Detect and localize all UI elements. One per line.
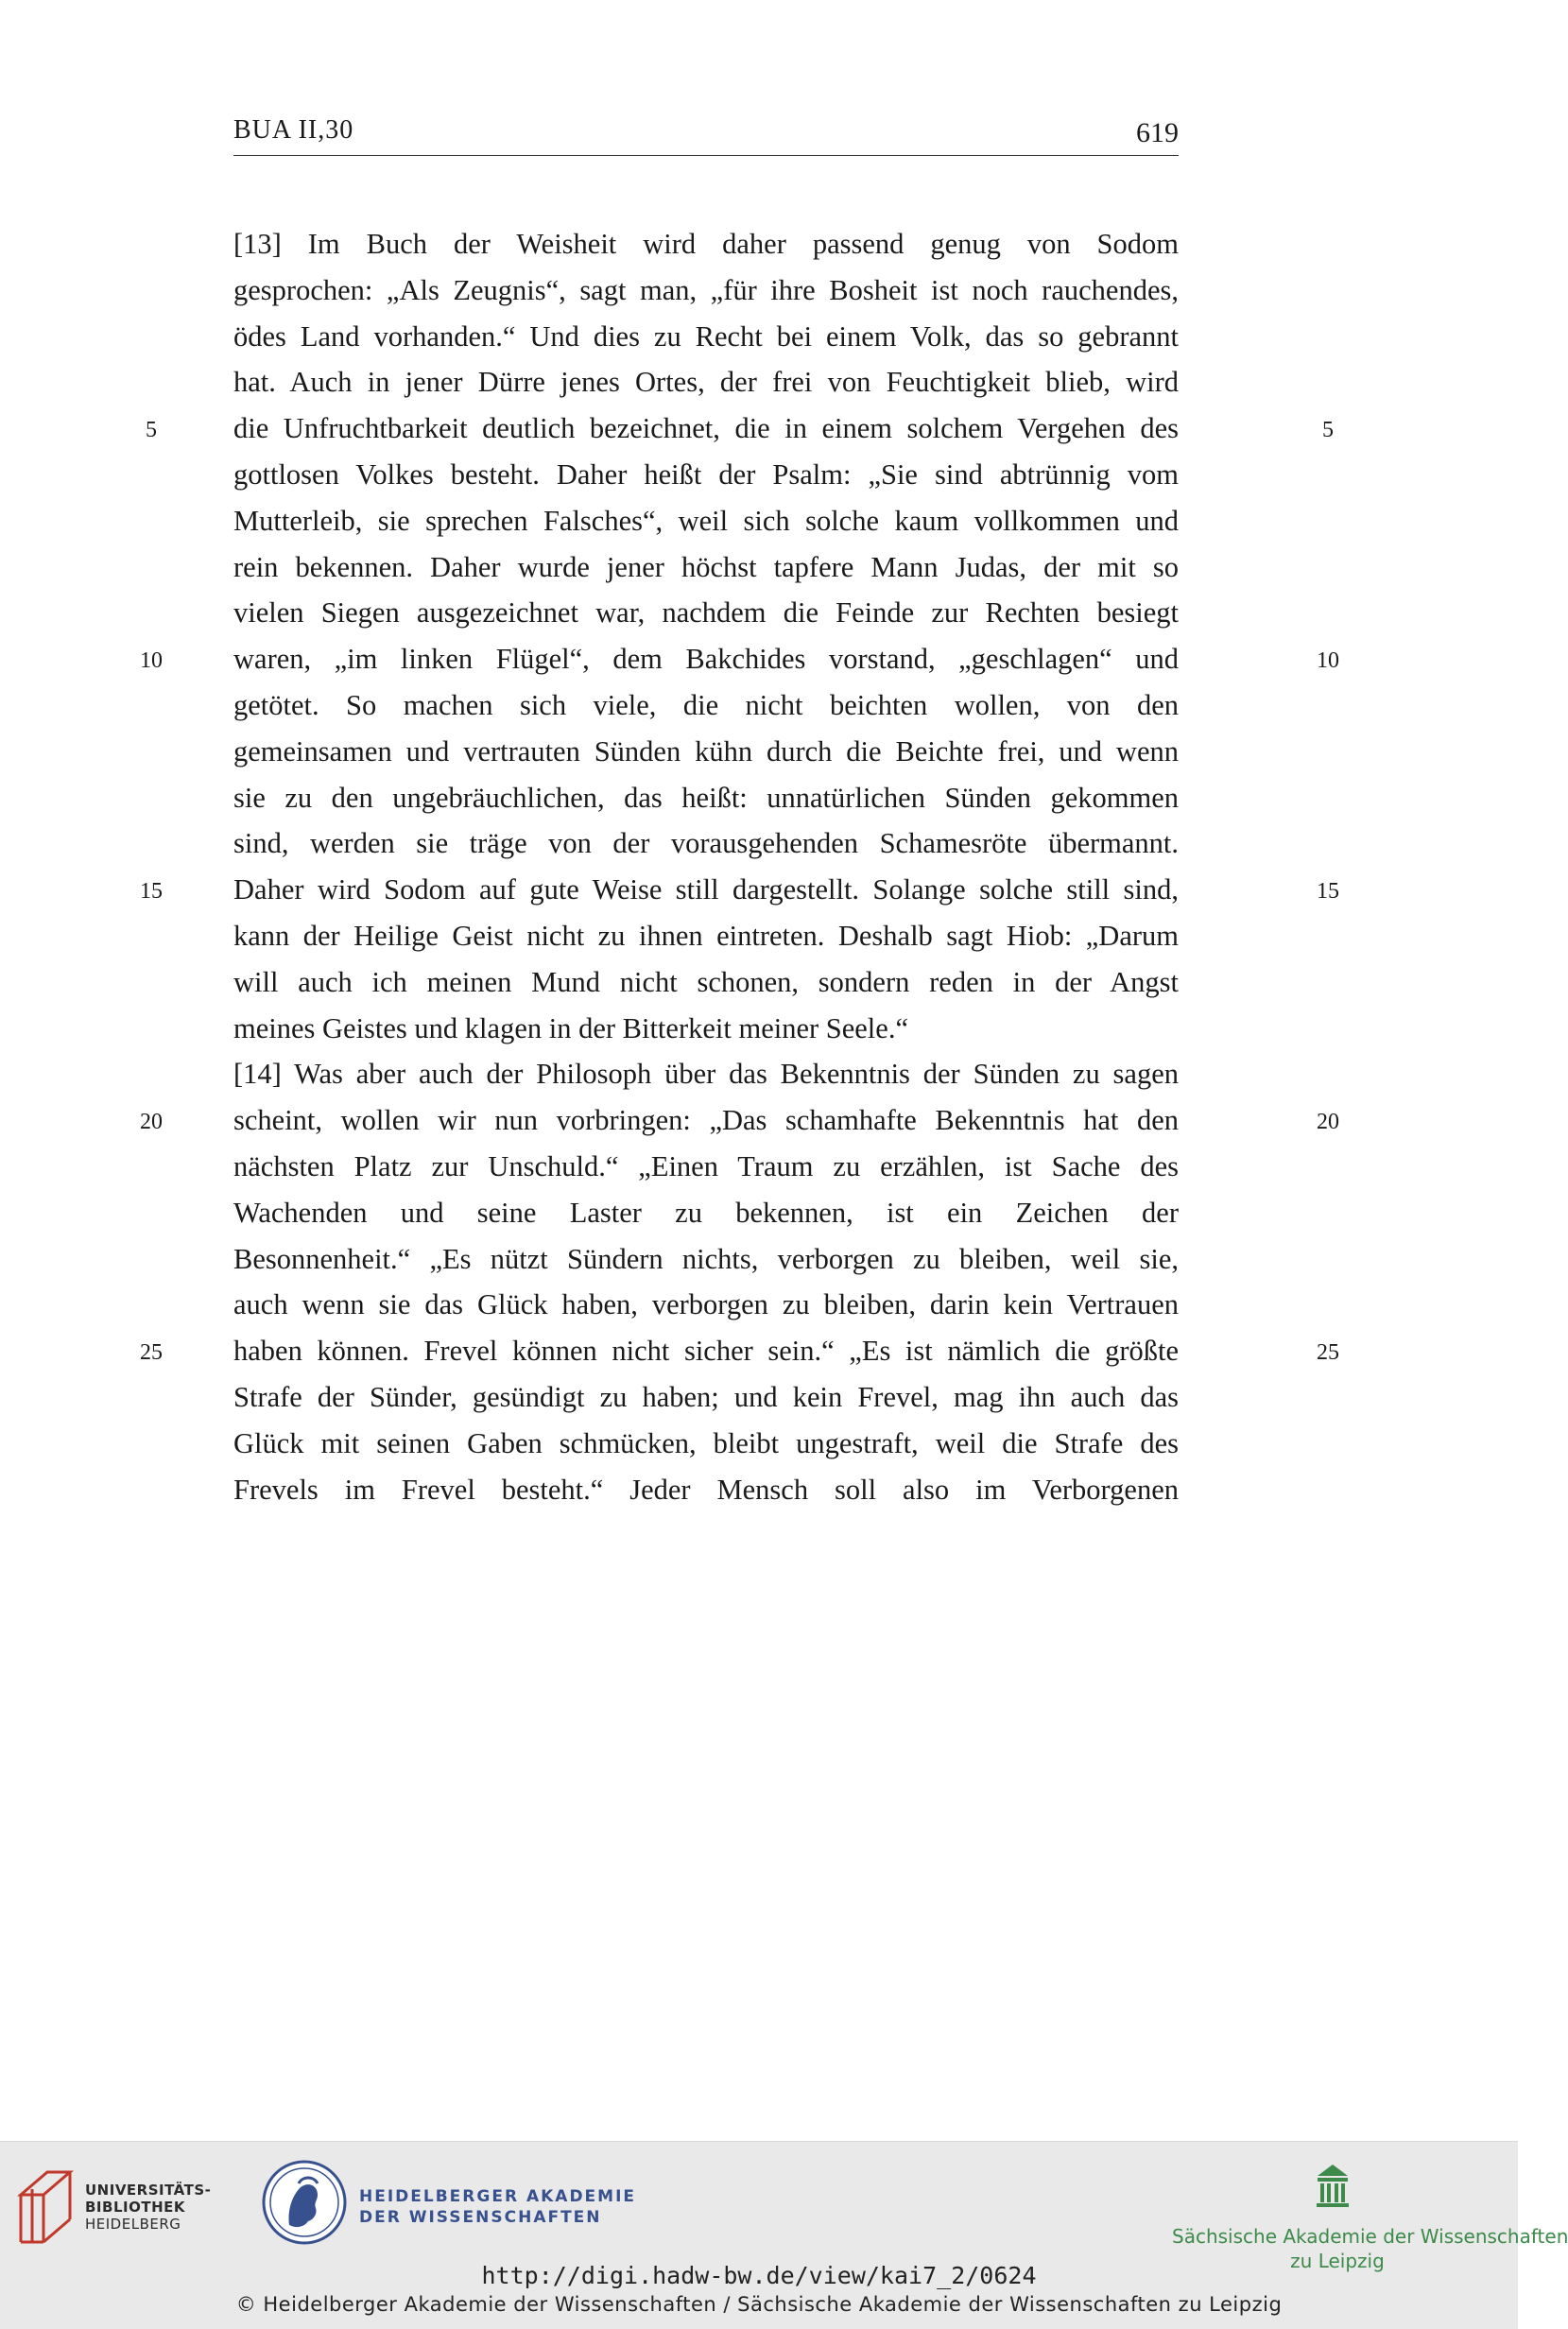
text-line: vielen Siegen ausgezeichnet war, nachdem die Feinde zur Rechten besiegt <box>233 596 1179 630</box>
text-line: die Unfruchtbarkeit deutlich bezeichnet, die in einem solchem Vergehen des <box>233 412 1179 445</box>
text-line: getötet. So machen sich viele, die nicht beichten wollen, von den <box>233 688 1179 721</box>
text-line: auch wenn sie das Glück haben, verborgen zu bleiben, darin kein Vertrauen <box>233 1288 1179 1321</box>
text-line: Frevels im Frevel besteht.“ Jeder Mensch soll also im Verborgenen <box>233 1473 1179 1506</box>
hadw-line2: DER WISSENSCHAFTEN <box>359 2208 602 2227</box>
text-line: waren, „im linken Flügel“, dem Bakchides vorstand, „geschlagen“ und <box>233 643 1179 676</box>
running-head <box>233 112 1179 156</box>
ub-logo-line1: UNIVERSITÄTS- <box>85 2182 212 2199</box>
text-line: hat. Auch in jener Dürre jenes Ortes, der frei von Feuchtigkeit blieb, wird <box>233 366 1179 399</box>
text-line: Daher wird Sodom auf gute Weise still dargestellt. Solange solche still sind, <box>233 873 1179 906</box>
line-number-left: 5 <box>146 418 157 443</box>
text-line: meines Geistes und klagen in der Bitterkeit meiner Seele.“ <box>233 1011 908 1044</box>
line-number-right: 15 <box>1317 879 1339 905</box>
text-line: gottlosen Volkes besteht. Daher heißt der Psalm: „Sie sind abtrünnig vom <box>233 457 1179 491</box>
text-line: [13] Im Buch der Weisheit wird daher passend genug von Sodom <box>233 228 1179 260</box>
saw-line2: zu Leipzig <box>1290 2250 1385 2272</box>
text-line: sie zu den ungebräuchlichen, das heißt: unnatürlichen Sünden gekommen <box>233 781 1179 814</box>
text-line: gemeinsamen und vertrauten Sünden kühn durch die Beichte frei, und wenn <box>233 734 1179 768</box>
footer-banner <box>0 2141 1568 2329</box>
hadw-logo[interactable] <box>261 2159 637 2253</box>
line-number-left: 15 <box>140 879 163 905</box>
body-text <box>233 221 1179 1512</box>
saw-line1: Sächsische Akademie der Wissenschaften <box>1172 2225 1568 2248</box>
line-number-right: 10 <box>1317 648 1339 674</box>
text-line: rein bekennen. Daher wurde jener höchst tapfere Mann Judas, der mit so <box>233 550 1179 583</box>
line-number-left: 20 <box>140 1110 163 1135</box>
text-line: nächsten Platz zur Unschuld.“ „Einen Traum zu erzählen, ist Sache des <box>233 1149 1179 1182</box>
text-line: will auch ich meinen Mund nicht schonen, sondern reden in der Angst <box>233 965 1179 998</box>
line-number-right: 20 <box>1317 1110 1339 1135</box>
permalink-url[interactable]: http://digi.hadw-bw.de/view/kai7_2/0624 <box>481 2262 1037 2289</box>
text-line: Besonnenheit.“ „Es nützt Sündern nichts, verborgen zu bleiben, weil sie, <box>233 1242 1179 1275</box>
text-line: Wachenden und seine Laster zu bekennen, ist ein Zeichen der <box>233 1196 1179 1229</box>
ub-logo-line2: BIBLIOTHEK <box>85 2199 185 2216</box>
hadw-line1: HEIDELBERGER AKADEMIE <box>359 2187 637 2206</box>
saw-building-icon <box>1314 2161 1352 2208</box>
text-line: haben können. Frevel können nicht sicher sein.“ „Es ist nämlich die größte <box>233 1335 1179 1368</box>
saw-leipzig-logo[interactable] <box>1172 2161 1568 2274</box>
ub-heidelberg-logo[interactable] <box>15 2163 214 2248</box>
text-line: Mutterleib, sie sprechen Falsches“, weil sich solche kaum vollkommen und <box>233 504 1179 537</box>
text-line: gesprochen: „Als Zeugnis“, sagt man, „für ihre Bosheit ist noch rauchendes, <box>233 273 1179 306</box>
ub-logo-text <box>85 2182 211 2233</box>
text-line: scheint, wollen wir nun vorbringen: „Das schamhafte Bekenntnis hat den <box>233 1104 1179 1137</box>
line-number-left: 10 <box>140 648 163 674</box>
text-line: kann der Heilige Geist nicht zu ihnen eintreten. Deshalb sagt Hiob: „Darum <box>233 919 1179 952</box>
ub-logo-line3: HEIDELBERG <box>85 2216 181 2233</box>
text-line: [14] Was aber auch der Philosoph über das Bekenntnis der Sünden zu sagen <box>233 1058 1179 1091</box>
text-line: ödes Land vorhanden.“ Und dies zu Recht bei einem Volk, das so gebrannt <box>233 319 1179 353</box>
line-number-right: 25 <box>1317 1340 1339 1366</box>
copyright-notice: © Heidelberger Akademie der Wissenschaften / Sächsische Akademie der Wissenschaften zu Leipzig <box>235 2293 1283 2316</box>
line-number-right: 5 <box>1322 418 1334 443</box>
running-head-title: BUA II,30 <box>233 115 354 145</box>
page-number: 619 <box>1136 117 1179 148</box>
text-line: Glück mit seinen Gaben schmücken, bleibt ungestraft, weil die Strafe des <box>233 1426 1179 1459</box>
text-line: Strafe der Sünder, gesündigt zu haben; und kein Frevel, mag ihn auch das <box>233 1380 1179 1413</box>
ub-book-icon <box>15 2166 76 2246</box>
academy-seal-icon <box>261 2159 348 2246</box>
line-number-left: 25 <box>140 1340 163 1366</box>
text-line: sind, werden sie träge von der vorausgehenden Schamesröte übermannt. <box>233 827 1179 860</box>
